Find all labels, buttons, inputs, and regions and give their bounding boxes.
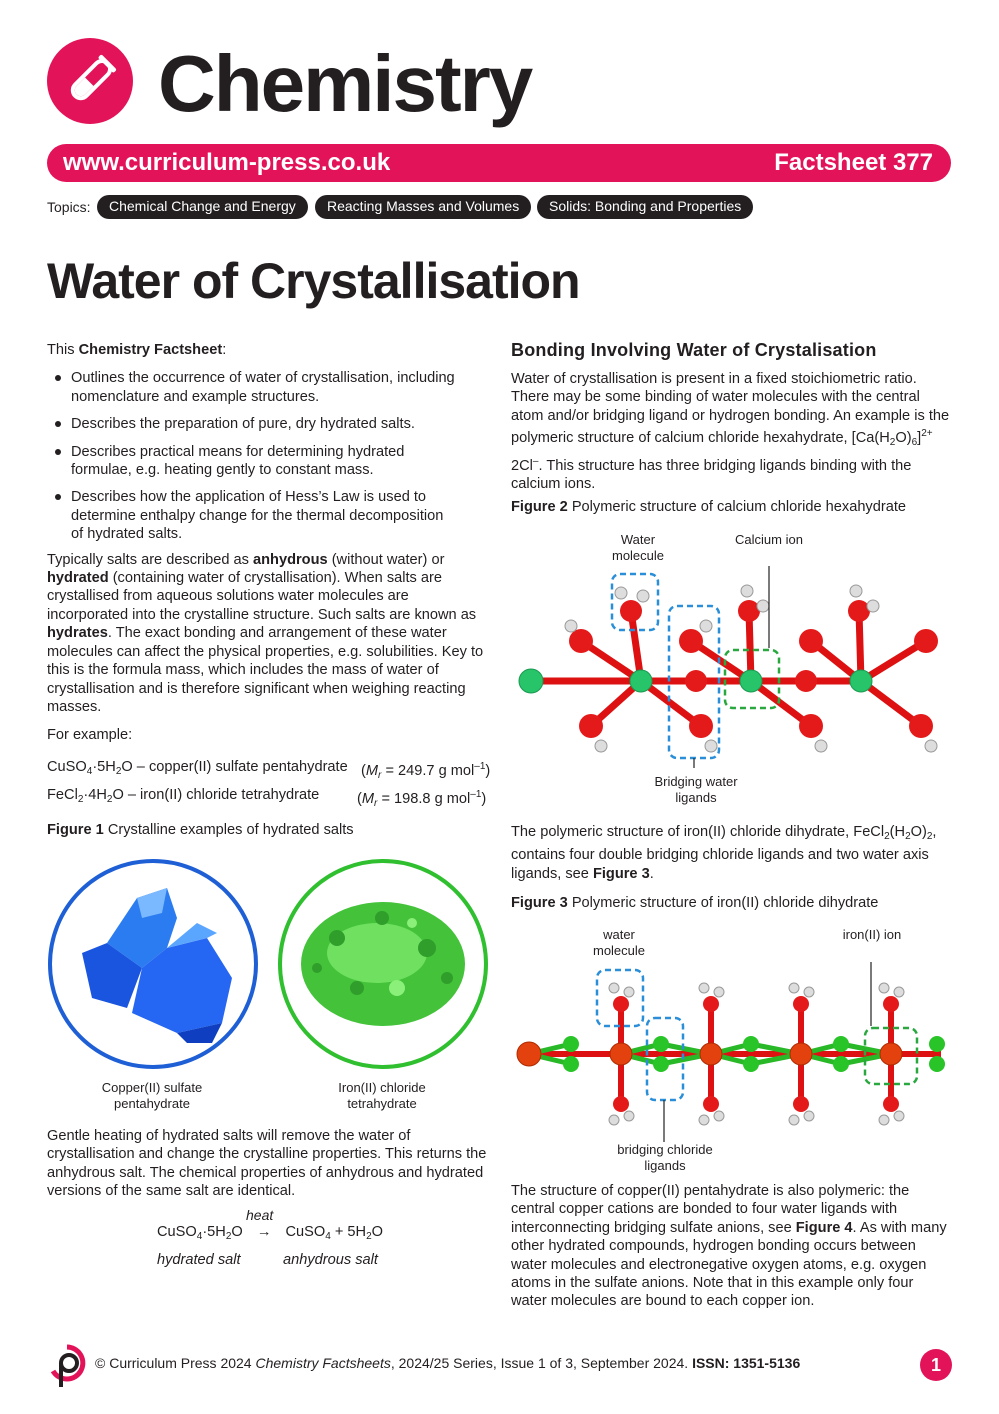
fig3-iron-ion-label: iron(II) ion [842, 927, 902, 942]
left-column [47, 341, 492, 745]
figure-1-caption: Figure 1 Crystalline examples of hydrated salts [47, 822, 354, 838]
water-molecule-label: Water molecule [611, 532, 665, 563]
factsheet-number: Factsheet 377 [774, 149, 933, 176]
anhydrous-label: anhydrous salt [283, 1252, 378, 1268]
bridging-chloride-label: bridging chloride ligands [617, 1142, 713, 1173]
copper-image-label: Copper(II) sulfate pentahydrate [101, 1080, 203, 1111]
hydrated-label: hydrated salt [157, 1252, 241, 1268]
calcium-chloride-structure [511, 566, 951, 772]
iron-image-label: Iron(II) chloride tetrahydrate [338, 1080, 426, 1111]
topic-pill[interactable]: Reacting Masses and Volumes [315, 195, 531, 219]
brand-logo [47, 38, 133, 124]
bridging-water-label: Bridging water ligands [654, 774, 738, 805]
paragraph-copper: The structure of copper(II) pentahydrate is also polymeric: the central copper cations are bonded to four water ligands with interconnecting bridging sulfate anions, see Figure 4. As with many other hydrated compounds, hydrogen bonding occurs between water molecules and electronegative oxygen atoms, e.g. oxygen atoms in the sulfate anions. Note that in this example only four water molecules are bound to each copper ion. [511, 1183, 947, 1310]
list-item: Outlines the occurrence of water of crystallisation, including nomenclature and example structures. [47, 369, 457, 406]
list-item: Describes how the application of Hess’s Law is used to determine enthalpy change for the thermal decomposition of hydrated salts. [47, 488, 457, 543]
intro-line: This Chemistry Factsheet: [47, 342, 227, 358]
paragraph-bonding: Water of crystallisation is present in a fixed stoichiometric ratio. There may be some binding of water molecules with the central atom and/or bridging ligand or hydrogen bonding. An example is the polymeric structure of calcium chloride hexahydrate, $[Ca(H_2O)_6]^{2+}$ 2Cl–. This structure has three bridging ligands binding with the calcium ions. [511, 371, 950, 493]
paragraph-heating: Gentle heating of hydrated salts will remove the water of crystallisation and change the crystalline properties. This returns the anhydrous salt. The chemical properties of anhydrous and hydrated versions of the same salt are identical. [47, 1128, 487, 1200]
figure-2-caption: Figure 2 Polymeric structure of calcium chloride hexahydrate [511, 499, 906, 515]
fig3-water-molecule-label: water molecule [592, 927, 646, 958]
example-copper: $CuSO_4\cdot 5H_2O$ – copper(II) sulfate pentahydrate ($M_r = 249.7$ g mol$^{-1}$) [47, 759, 491, 781]
list-item: Describes practical means for determining hydrated formulae, e.g. heating gently to constant mass. [47, 443, 457, 480]
figure-3-caption: Figure 3 Polymeric structure of iron(II) chloride dihydrate [511, 895, 879, 911]
page-number: 1 [920, 1349, 952, 1381]
brand-title: Chemistry [158, 39, 532, 128]
list-item: Describes the preparation of pure, dry hydrated salts. [47, 415, 457, 433]
curriculum-press-logo [47, 1343, 87, 1389]
url-banner [47, 144, 951, 182]
equation-heat: heat [246, 1207, 274, 1223]
arrow-icon: → [256, 1224, 272, 1240]
iron-chloride-image [277, 858, 489, 1070]
calcium-ion-label: Calcium ion [735, 532, 803, 547]
section-heading: Bonding Involving Water of Crystalisation [511, 340, 877, 360]
example-iron: $FeCl_2\cdot 4H_2O$ – iron(II) chloride tetrahydrate ($M_r = 198.8$ g mol$^{-1}$) [47, 787, 487, 809]
iron-chloride-structure [511, 962, 951, 1142]
equation: $CuSO_4\cdot 5H_2O$ → CuSO$_4$ + $5H_2O$ [157, 1224, 383, 1242]
intro-bullets [47, 369, 457, 543]
topics-label: Topics: [47, 199, 91, 215]
topic-pill[interactable]: Solids: Bonding and Properties [537, 195, 753, 219]
paragraph-iron: The polymeric structure of iron(II) chloride dihydrate, $FeCl_2(H_2O)_2$, contains four double bridging chloride ligands and two water axis ligands, see Figure 3. [511, 824, 937, 882]
website-link[interactable]: www.curriculum-press.co.uk [63, 149, 391, 176]
topic-pill[interactable]: Chemical Change and Energy [97, 195, 308, 219]
for-example: For example: [47, 727, 133, 744]
test-tube-icon [47, 38, 133, 124]
paragraph-hydrates: Typically salts are described as anhydrous (without water) or hydrated (containing water of crystallisation). When salts are crystallised from aqueous solutions water molecules are incorporated into the crystalline structure. Such salts are known as hydrates. The exact bonding and arrangement of these water molecules can affect the physical properties, e.g. solubilities. Key to this is the formula mass, which includes the mass of water of crystallisation and is therefore significant when weighing reacting masses. [47, 551, 484, 715]
footer-copyright: © Curriculum Press 2024 Chemistry Factsheets, 2024/25 Series, Issue 1 of 3, September 2024. ISSN: 1351-5136 [95, 1355, 801, 1371]
page-title: Water of Crystallisation [47, 253, 580, 309]
copper-sulfate-image [47, 858, 259, 1070]
